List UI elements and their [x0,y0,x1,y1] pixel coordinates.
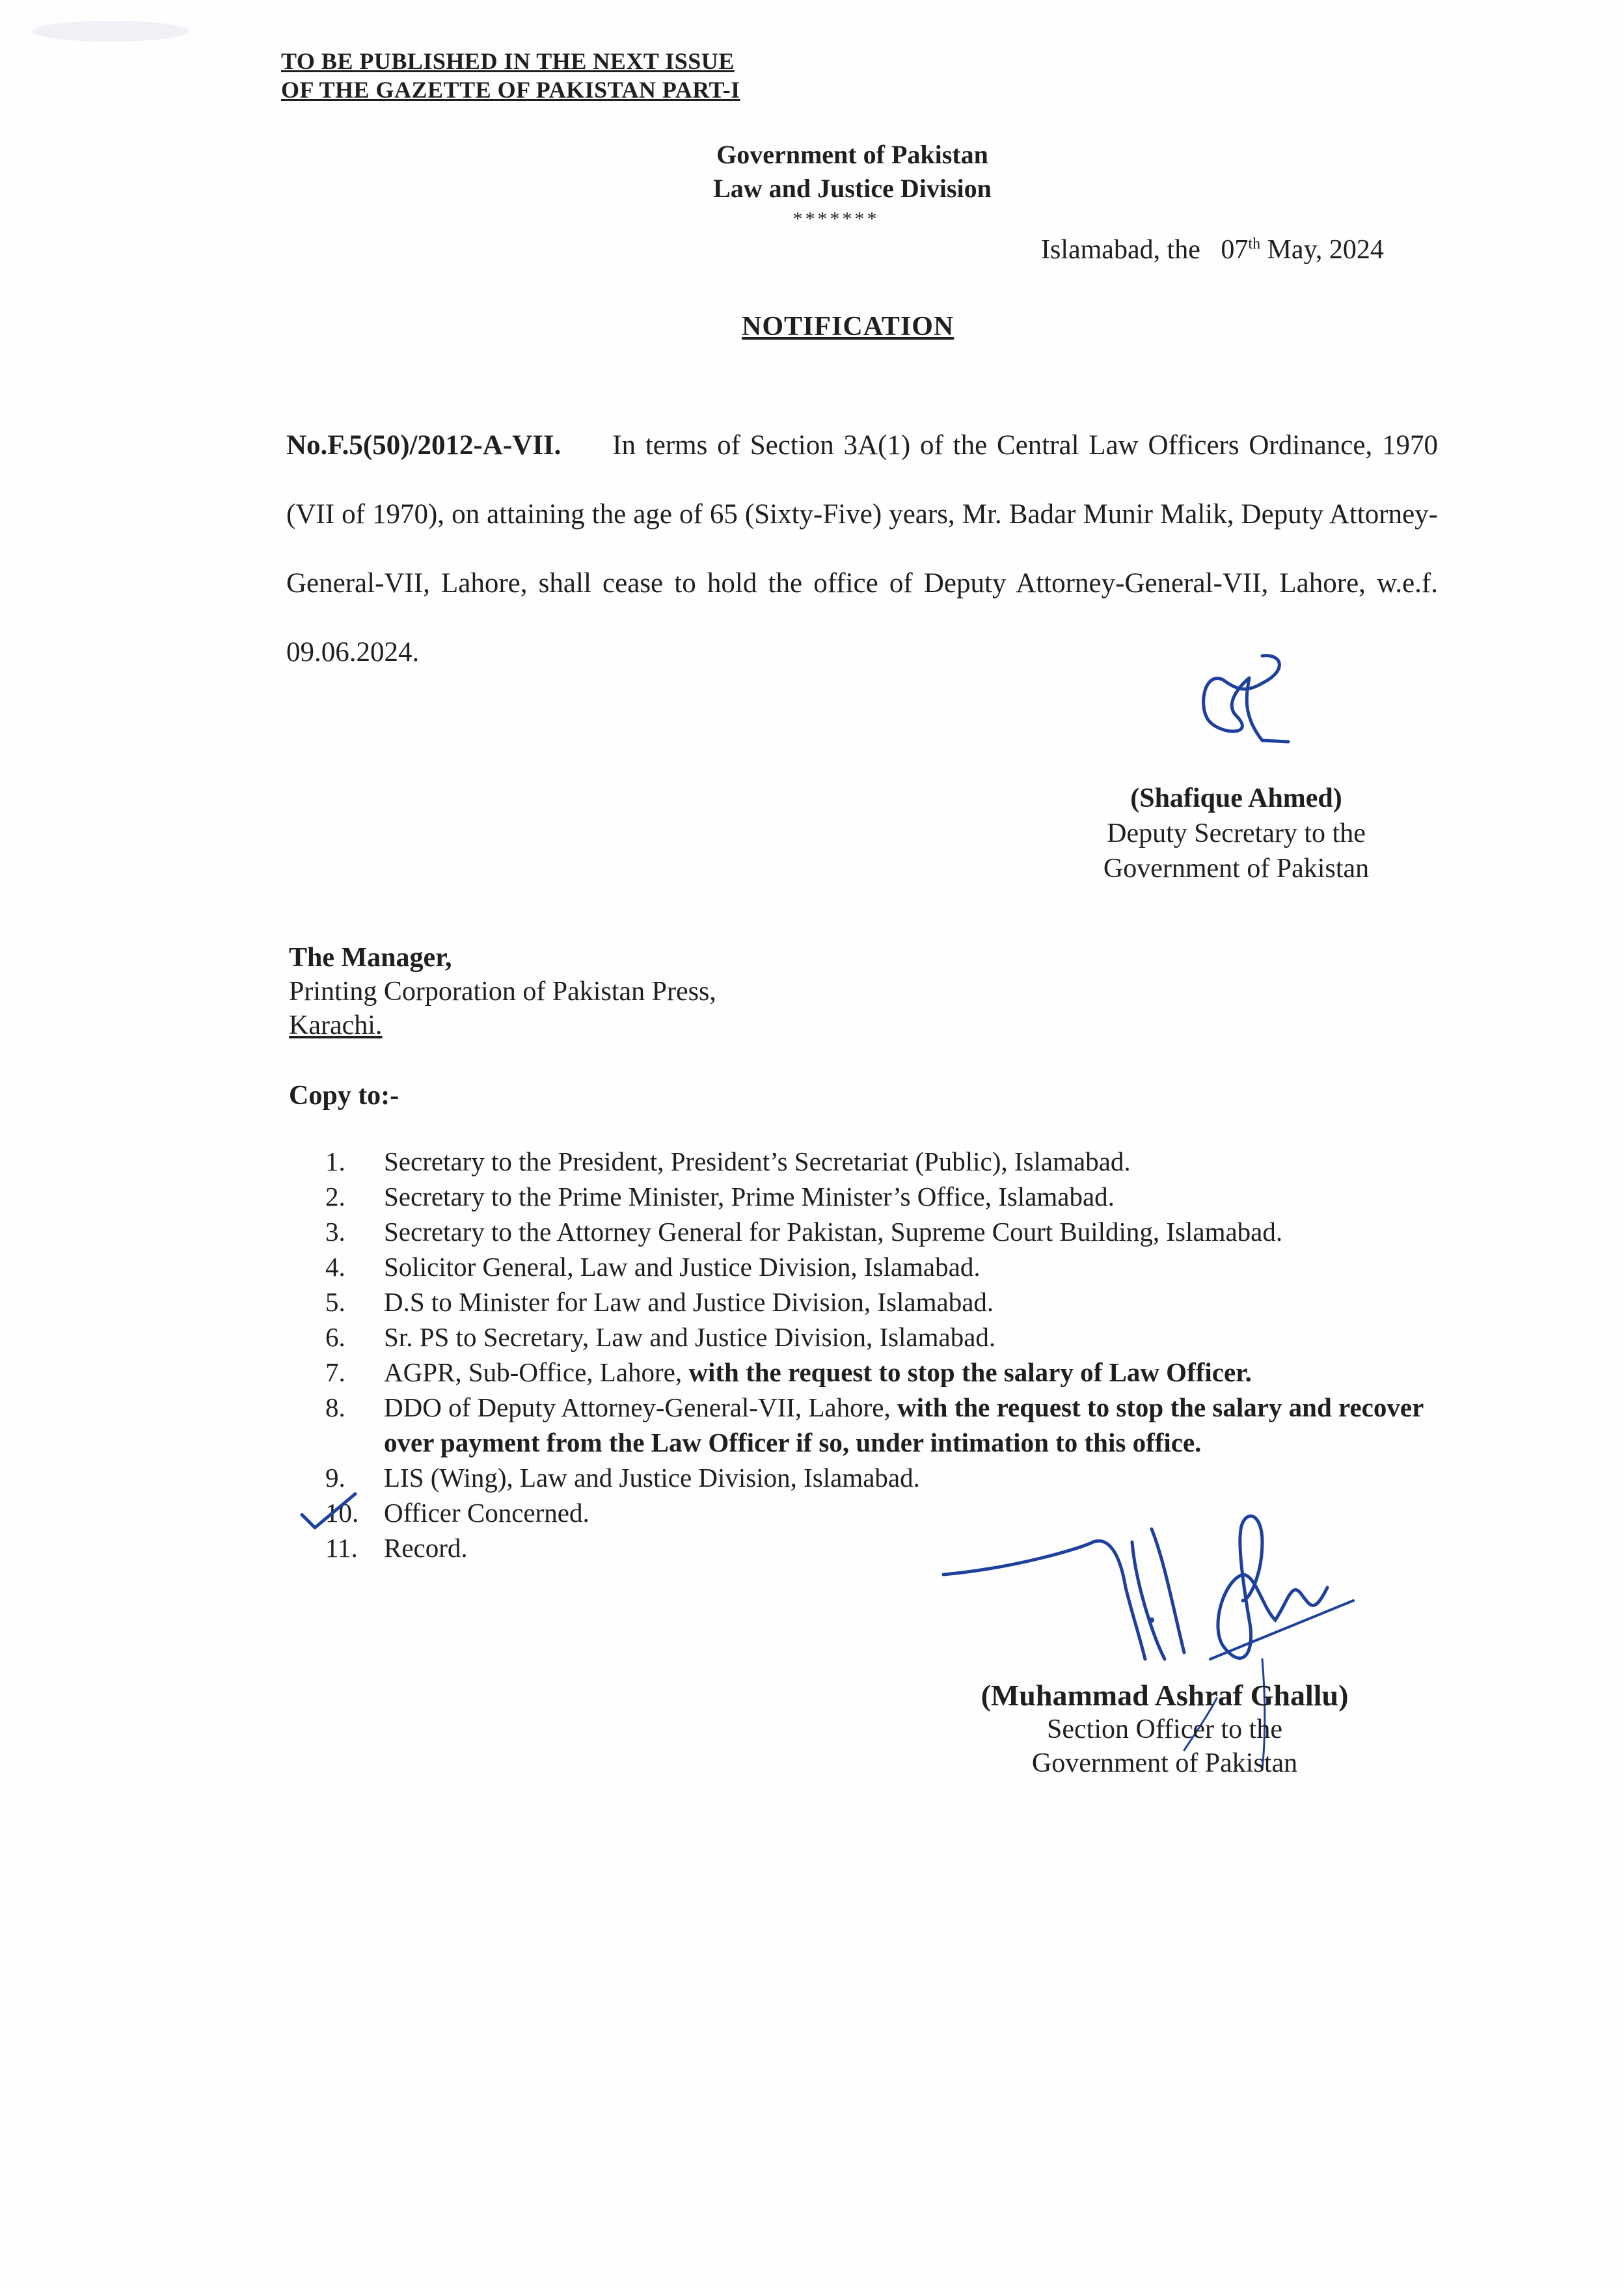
copy-list-item-text [384,1355,1457,1390]
copy-list-item-plain: Solicitor General, Law and Justice Division, Islamabad. [384,1252,981,1282]
date-day: 07 [1221,235,1249,265]
copy-list-item-text [384,1179,1457,1214]
copy-list-item-number: 4. [325,1252,345,1282]
copy-list-item-number: 9. [325,1463,345,1493]
copy-list-item-emphasis: with the request to stop the salary and recover over payment from the Law Officer if so, under intimation to this office. [384,1392,1424,1457]
copy-list-item-text [384,1390,1457,1460]
copy-list-item [325,1355,1457,1390]
copy-list-item [325,1144,1457,1179]
addressee-city: Karachi. [289,1010,383,1040]
copy-list-item-number: 3. [325,1217,345,1247]
copy-list-item-number: 10. [325,1498,359,1528]
copy-to-label: Copy to:- [289,1081,399,1111]
division-name: Law and Justice Division [713,174,992,203]
copy-list-item-number: 2. [325,1182,345,1211]
copy-list-item-number: 5. [325,1287,345,1317]
government-name: Government of Pakistan [716,140,988,169]
addressee-organization: Printing Corporation of Pakistan Press, [289,977,716,1007]
header-stars: ******* [792,208,880,230]
copy-list-item-number: 6. [325,1322,345,1352]
copy-list-item-plain: Secretary to the President, President’s Secretariat (Public), Islamabad. [384,1146,1131,1176]
date-rest: May, 2024 [1267,235,1384,265]
copy-list-item-number: 8. [325,1392,345,1422]
copy-list-item-number: 1. [325,1146,345,1176]
copy-list-item-text [384,1144,1457,1179]
copy-list-item-number: 7. [325,1357,345,1387]
addressee-title: The Manager, [289,943,452,973]
signatory-1-designation-2: Government of Pakistan [1103,854,1370,884]
copy-list-item-text [384,1319,1457,1355]
copy-list-item-emphasis: with the request to stop the salary of Law Officer. [688,1357,1252,1387]
copy-list-item [325,1460,1457,1495]
signature-shafique-ahmed [1184,644,1301,761]
copy-list-item-text [384,1284,1457,1319]
copy-list-item-plain: Record. [384,1533,468,1563]
notification-text: In terms of Section 3A(1) of the Central Law Officers Ordinance, 1970 (VII of 1970), on attaining the age of 65 (Sixty-Five) years, Mr. Badar Munir Malik, Deputy Attorney-General-VII, Lahore, shall cease to hold the office of Deputy Attorney-General-VII, Lahore, w.e.f. 09.06.2024. [286,430,1439,668]
signatory-2-name: (Muhammad Ashraf Ghallu) [981,1679,1349,1712]
copy-list-item [325,1179,1457,1214]
scan-smudge [26,13,195,52]
addressee-block [289,941,716,1042]
copy-list-item [325,1319,1457,1355]
date-line [1041,234,1384,265]
copy-list-item [325,1284,1457,1319]
signatory-1-name: (Shafique Ahmed) [1130,783,1342,813]
copy-list-item-plain: Secretary to the Prime Minister, Prime Minister’s Office, Islamabad. [384,1182,1115,1211]
date-prefix: Islamabad, the [1041,235,1200,265]
tick-mark [299,1490,358,1536]
signatory-block-1 [1067,781,1405,886]
signatory-2-designation-1: Section Officer to the [1047,1714,1282,1744]
gazette-line-2: OF THE GAZETTE OF PAKISTAN PART-I [281,77,740,103]
copy-list-item-plain: AGPR, Sub-Office, Lahore, [384,1357,689,1387]
copy-list-item-text [384,1249,1457,1284]
copy-list-item-plain: Secretary to the Attorney General for Pakistan, Supreme Court Building, Islamabad. [384,1217,1283,1247]
copy-to-list [325,1144,1457,1565]
copy-list-item [325,1249,1457,1284]
copy-list-item-plain: D.S to Minister for Law and Justice Division, Islamabad. [384,1287,994,1317]
copy-list-item-plain: DDO of Deputy Attorney-General-VII, Lahore, [384,1392,897,1422]
copy-list-item-plain: Officer Concerned. [384,1498,589,1528]
copy-list-item-plain: LIS (Wing), Law and Justice Division, Islamabad. [384,1463,920,1493]
gazette-notice [281,47,740,104]
copy-list-item-number: 11. [325,1533,358,1563]
letterhead [690,138,1015,206]
copy-list-item-text [384,1460,1457,1495]
copy-list-item-plain: Sr. PS to Secretary, Law and Justice Division, Islamabad. [384,1322,996,1352]
notification-reference: No.F.5(50)/2012-A-VII. [286,430,562,461]
signatory-1-designation-1: Deputy Secretary to the [1107,819,1366,848]
notification-title: NOTIFICATION [742,312,954,342]
signatory-2-designation-2: Government of Pakistan [1031,1748,1298,1778]
signatory-block-2 [937,1679,1392,1780]
copy-list-item [325,1214,1457,1249]
copy-list-item [325,1390,1457,1460]
copy-list-item-text [384,1214,1457,1249]
date-day-suffix: th [1248,236,1261,252]
gazette-line-1: TO BE PUBLISHED IN THE NEXT ISSUE [281,48,735,74]
